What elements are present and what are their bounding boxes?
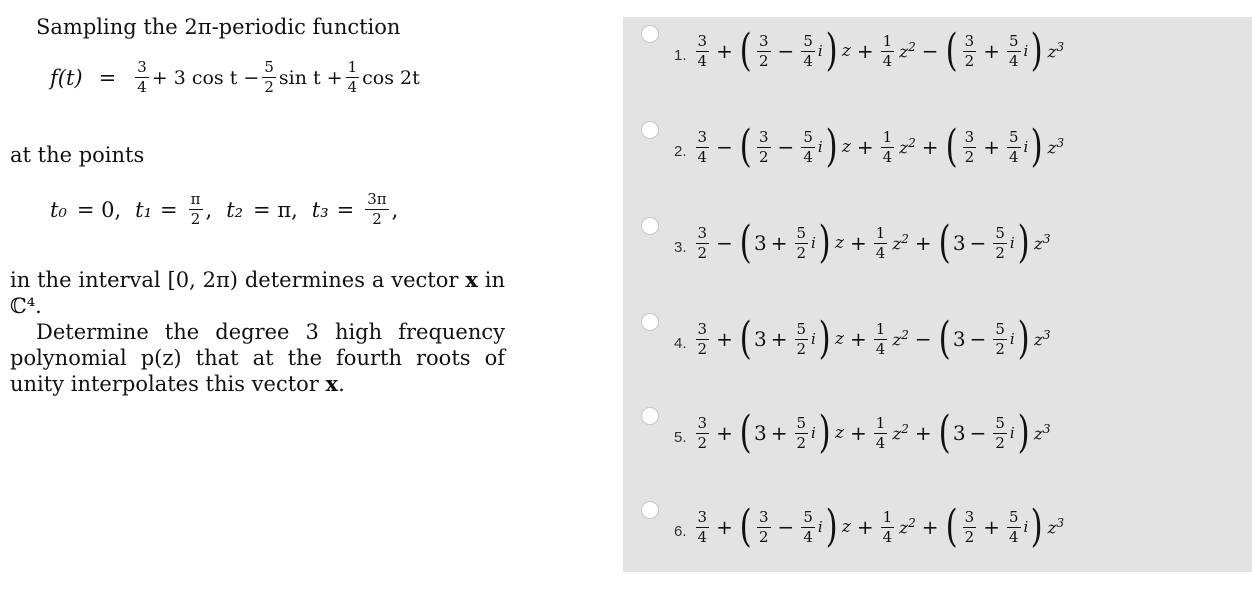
right-paren: )	[1017, 217, 1030, 268]
t2-value: = π,	[253, 197, 298, 222]
t0-label: t₀	[50, 197, 67, 222]
radio-button[interactable]	[641, 217, 659, 235]
sign-1: +	[716, 421, 733, 445]
left-paren: (	[945, 25, 958, 76]
paren-2-first-frac-num: 3	[964, 31, 975, 50]
right-paren: )	[825, 121, 838, 172]
left-paren: (	[945, 121, 958, 172]
z-base: z	[899, 42, 909, 63]
sign-3: −	[914, 327, 932, 351]
z2-coef-frac-den: 4	[882, 147, 893, 166]
t1-frac	[189, 192, 203, 227]
sign-1: −	[716, 231, 733, 255]
paren-2-first-frac-num: 3	[964, 507, 975, 526]
paren-2-second-frac-den: 4	[1008, 147, 1019, 166]
option-number: 4.	[674, 334, 687, 352]
paren-1-second-frac-den: 4	[803, 527, 813, 546]
option-expression	[693, 121, 1067, 172]
constant-frac-num: 3	[697, 223, 708, 242]
vector-x-1: x	[465, 267, 478, 292]
imag-unit: i	[811, 424, 816, 442]
t3-label: t₃	[311, 197, 329, 222]
z-var: z	[841, 517, 851, 537]
z2-coef-frac	[881, 31, 895, 70]
z2-coef-frac	[874, 413, 888, 452]
paren-1-first-frac	[757, 31, 771, 70]
z-cubed	[1048, 40, 1065, 63]
right-paren: )	[1017, 407, 1030, 458]
radio-button[interactable]	[641, 121, 659, 139]
z2-coef-frac	[874, 319, 888, 358]
constant-frac-num: 3	[697, 31, 708, 50]
paren-1-first-frac-num: 3	[759, 507, 769, 526]
paren-2-first-frac	[963, 507, 977, 546]
paren-group-1	[737, 313, 833, 364]
option-expression	[693, 217, 1053, 268]
paren-2-op: +	[983, 515, 1000, 539]
imag-unit: i	[1009, 424, 1015, 442]
left-paren: (	[739, 407, 752, 458]
paren-2-op: −	[969, 231, 987, 255]
constant-frac	[696, 127, 710, 166]
function-equation	[50, 60, 420, 95]
t1-label: t₁	[135, 197, 153, 222]
t0-value: = 0,	[76, 197, 122, 222]
paren-1-second-frac-num: 5	[796, 413, 807, 432]
paren-group-2	[936, 313, 1032, 364]
exp-2: 2	[901, 231, 909, 246]
answer-option-4[interactable]	[641, 309, 1053, 369]
left-paren: (	[938, 407, 951, 458]
paren-2-first-frac-num: 3	[964, 127, 975, 146]
paren-group-2	[943, 25, 1046, 76]
z2-coef-frac	[881, 507, 895, 546]
paren-2-second-frac	[993, 223, 1007, 262]
sign-2: +	[856, 39, 874, 63]
para-2-text: Determine the degree 3 high frequency polynomial p(z) that at the fourth roots of unity interpolates this vector	[10, 320, 505, 396]
sign-3: +	[914, 421, 932, 445]
z2-coef-frac-num: 1	[875, 223, 886, 242]
paren-1-op: +	[770, 327, 788, 351]
paren-2-second-frac-den: 4	[1008, 51, 1019, 70]
z-squared	[892, 328, 909, 351]
paren-2-first-frac-den: 2	[964, 527, 975, 546]
paren-1-op: +	[770, 421, 788, 445]
paren-1-second-frac	[795, 223, 809, 262]
z-cubed	[1034, 232, 1051, 255]
para-1	[10, 267, 505, 319]
z-base: z	[1047, 138, 1057, 159]
paren-2-second-frac-den: 4	[1008, 527, 1019, 546]
z-base: z	[1033, 330, 1043, 351]
sign-3: +	[914, 231, 932, 255]
paren-1-second-frac-den: 4	[803, 51, 813, 70]
paren-2-second-frac-num: 5	[1008, 127, 1019, 146]
z-var: z	[835, 233, 844, 253]
z-base: z	[1047, 518, 1057, 539]
constant-frac-den: 2	[697, 433, 708, 452]
imag-unit: i	[1009, 234, 1015, 252]
paren-2-op: −	[969, 327, 987, 351]
left-paren: (	[945, 501, 958, 552]
left-paren: (	[739, 313, 752, 364]
paren-2-first-frac-den: 2	[964, 147, 975, 166]
sign-1: +	[716, 327, 733, 351]
sign-2: +	[856, 515, 874, 539]
paren-2-first-frac-den: 2	[964, 51, 975, 70]
exp-2: 2	[901, 327, 909, 342]
paren-2-second-frac-num: 5	[995, 223, 1005, 242]
paren-1-first-frac-den: 2	[759, 527, 769, 546]
paren-2-first: 3	[952, 231, 966, 255]
right-paren: )	[818, 313, 831, 364]
exp-2: 2	[908, 39, 916, 54]
f-frac-2	[262, 60, 276, 95]
z2-coef-frac-den: 4	[875, 433, 886, 452]
paren-2-second-frac-den: 2	[995, 433, 1005, 452]
t3-frac	[365, 192, 388, 227]
constant-frac-den: 2	[697, 339, 708, 358]
paren-group-1	[737, 121, 840, 172]
para-1-text: in the interval [0, 2π) determines a vector	[10, 268, 459, 292]
z-squared	[899, 516, 916, 539]
constant-frac-num: 3	[697, 319, 708, 338]
paren-1-op: +	[770, 231, 788, 255]
option-number: 2.	[674, 142, 687, 160]
paren-1-second-frac	[801, 507, 815, 546]
z-var: z	[835, 423, 844, 443]
sign-3: −	[921, 39, 939, 63]
f-frac-1	[135, 60, 149, 95]
right-paren: )	[1030, 121, 1043, 172]
paren-1-first-frac-num: 3	[759, 31, 769, 50]
z-base: z	[1033, 234, 1043, 255]
radio-button[interactable]	[641, 313, 659, 331]
paren-1-first: 3	[754, 327, 767, 351]
exp-3: 3	[1042, 421, 1051, 436]
paren-group-1	[737, 217, 833, 268]
imag-unit: i	[1023, 138, 1029, 156]
answer-option-5[interactable]	[641, 403, 1053, 463]
option-expression	[693, 25, 1067, 76]
right-paren: )	[818, 407, 831, 458]
option-expression	[693, 313, 1053, 364]
z2-coef-frac	[874, 223, 888, 262]
paren-1-second-frac-den: 4	[803, 147, 813, 166]
paren-1-second-frac-num: 5	[803, 127, 813, 146]
constant-frac-den: 2	[697, 243, 708, 262]
paren-2-op: +	[983, 39, 1000, 63]
z2-coef-frac-den: 4	[882, 51, 893, 70]
t1-eq: =	[160, 197, 178, 222]
exp-3: 3	[1042, 231, 1051, 246]
f-frac-3-num: 1	[347, 58, 358, 76]
para-1-end: in ℂ⁴.	[10, 268, 505, 318]
z2-coef-frac-den: 4	[875, 339, 886, 358]
z-base: z	[892, 330, 902, 351]
imag-unit: i	[817, 42, 823, 60]
paren-group-1	[737, 501, 840, 552]
points-equation	[50, 192, 398, 227]
answer-option-3[interactable]	[641, 213, 1053, 273]
paren-group-2	[943, 121, 1046, 172]
z-squared	[892, 422, 909, 445]
right-paren: )	[1030, 501, 1043, 552]
exp-2: 2	[908, 135, 916, 150]
z-var: z	[841, 41, 851, 61]
z2-coef-frac-num: 1	[875, 319, 886, 338]
paren-1-op: −	[777, 515, 795, 539]
radio-button[interactable]	[641, 501, 659, 519]
paren-1-first: 3	[754, 231, 767, 255]
paren-2-op: +	[983, 135, 1000, 159]
paren-1-first-frac-den: 2	[759, 51, 769, 70]
imag-unit: i	[1023, 518, 1029, 536]
constant-frac	[696, 223, 710, 262]
right-paren: )	[818, 217, 831, 268]
z2-coef-frac-den: 4	[875, 243, 886, 262]
constant-frac-num: 3	[697, 413, 708, 432]
option-number: 6.	[674, 522, 687, 540]
z-var: z	[841, 137, 851, 157]
paren-1-second-frac-num: 5	[803, 507, 813, 526]
z2-coef-frac-num: 1	[882, 127, 893, 146]
right-paren: )	[825, 25, 838, 76]
paren-1-second-frac	[801, 31, 815, 70]
paren-2-first-frac	[963, 31, 977, 70]
constant-frac-num: 3	[697, 127, 708, 146]
z-base: z	[892, 424, 902, 445]
t3-comma: ,	[391, 197, 399, 222]
f-frac-1-den: 4	[137, 78, 147, 96]
paren-1-first-frac	[757, 127, 771, 166]
imag-unit: i	[1009, 330, 1015, 348]
z2-coef-frac-den: 4	[882, 527, 893, 546]
paren-2-second-frac-num: 5	[1008, 31, 1019, 50]
paren-2-second-frac	[993, 319, 1007, 358]
f-term-cos: + 3 cos t −	[151, 66, 260, 89]
z-base: z	[899, 138, 909, 159]
paren-1-first-frac-num: 3	[759, 127, 769, 146]
paren-1-second-frac-den: 2	[796, 243, 807, 262]
left-paren: (	[739, 25, 752, 76]
exp-2: 2	[908, 515, 916, 530]
option-number: 1.	[674, 46, 687, 64]
t1-frac-num: π	[190, 190, 201, 208]
paren-1-op: −	[777, 135, 795, 159]
paren-2-op: −	[969, 421, 987, 445]
constant-frac-den: 4	[697, 527, 708, 546]
constant-frac	[696, 319, 710, 358]
z-cubed	[1034, 328, 1051, 351]
paren-2-second-frac	[1007, 127, 1021, 166]
paren-2-first: 3	[952, 327, 966, 351]
paren-2-first-frac	[963, 127, 977, 166]
radio-button[interactable]	[641, 407, 659, 425]
paren-2-second-frac-num: 5	[995, 319, 1005, 338]
imag-unit: i	[817, 138, 823, 156]
paren-1-second-frac	[795, 413, 809, 452]
at-points-text: at the points	[10, 143, 145, 167]
constant-frac	[696, 507, 710, 546]
sign-3: +	[921, 515, 939, 539]
paren-1-second-frac-num: 5	[803, 31, 813, 50]
z-base: z	[1033, 424, 1043, 445]
answer-option-6[interactable]	[641, 497, 1066, 557]
sign-2: +	[850, 327, 867, 351]
exp-3: 3	[1056, 39, 1065, 54]
z-squared	[899, 40, 916, 63]
paren-group-1	[737, 407, 833, 458]
sign-2: +	[850, 421, 867, 445]
paren-1-second-frac	[795, 319, 809, 358]
z-cubed	[1048, 136, 1065, 159]
sign-3: +	[921, 135, 939, 159]
paren-1-second-frac-num: 5	[796, 223, 807, 242]
z2-coef-frac-num: 1	[875, 413, 886, 432]
option-expression	[693, 407, 1053, 458]
t1-comma: ,	[205, 197, 213, 222]
f-frac-3-den: 4	[347, 78, 358, 96]
paren-group-2	[943, 501, 1046, 552]
z-base: z	[1047, 42, 1057, 63]
constant-frac	[696, 413, 710, 452]
paren-1-second-frac	[801, 127, 815, 166]
paren-2-second-frac	[1007, 507, 1021, 546]
sign-1: −	[716, 135, 733, 159]
t3-frac-num: 3π	[367, 190, 387, 208]
imag-unit: i	[811, 330, 816, 348]
right-paren: )	[825, 501, 838, 552]
right-paren: )	[1030, 25, 1043, 76]
paren-1-first-frac	[757, 507, 771, 546]
constant-frac-den: 4	[697, 51, 708, 70]
imag-unit: i	[1023, 42, 1029, 60]
left-paren: (	[739, 501, 752, 552]
f-frac-1-num: 3	[137, 58, 147, 76]
f-term-cos2: cos 2t	[362, 66, 420, 89]
imag-unit: i	[811, 234, 816, 252]
option-number: 3.	[674, 238, 687, 256]
paren-2-second-frac	[993, 413, 1007, 452]
f-lhs: f(t)	[50, 65, 83, 90]
z-base: z	[899, 518, 909, 539]
left-paren: (	[739, 121, 752, 172]
vector-x-2: x	[325, 371, 339, 396]
option-expression	[693, 501, 1067, 552]
z-cubed	[1034, 422, 1051, 445]
paren-2-second-frac-num: 5	[1008, 507, 1019, 526]
f-term-sin: sin t +	[278, 66, 343, 89]
paren-2-second-frac-num: 5	[995, 413, 1005, 432]
z2-coef-frac-num: 1	[882, 31, 893, 50]
sign-1: +	[716, 39, 733, 63]
sign-1: +	[716, 515, 733, 539]
exp-3: 3	[1056, 515, 1065, 530]
paren-group-2	[936, 407, 1032, 458]
sign-2: +	[850, 231, 867, 255]
paren-2-second-frac-den: 2	[995, 243, 1005, 262]
paren-1-second-frac-num: 5	[796, 319, 807, 338]
paren-1-op: −	[777, 39, 795, 63]
radio-button[interactable]	[641, 25, 659, 43]
problem-paragraph	[10, 267, 505, 397]
z-squared	[899, 136, 916, 159]
z2-coef-frac-num: 1	[882, 507, 893, 526]
sign-2: +	[856, 135, 874, 159]
t3-frac-den: 2	[372, 210, 382, 228]
exp-3: 3	[1056, 135, 1065, 150]
t1-frac-den: 2	[190, 210, 201, 228]
paren-1-second-frac-den: 2	[796, 433, 807, 452]
paren-2-first: 3	[952, 421, 966, 445]
t3-eq: =	[336, 197, 355, 222]
exp-2: 2	[901, 421, 909, 436]
answer-option-1[interactable]	[641, 21, 1066, 81]
paren-1-second-frac-den: 2	[796, 339, 807, 358]
f-eq: =	[98, 65, 117, 90]
z-var: z	[835, 329, 844, 349]
paren-2-second-frac-den: 2	[995, 339, 1005, 358]
t2-label: t₂	[226, 197, 244, 222]
z2-coef-frac	[881, 127, 895, 166]
constant-frac-num: 3	[697, 507, 708, 526]
left-paren: (	[938, 217, 951, 268]
answer-panel	[623, 17, 1252, 572]
left-paren: (	[938, 313, 951, 364]
f-frac-3	[346, 60, 360, 95]
left-paren: (	[739, 217, 752, 268]
paren-group-1	[737, 25, 840, 76]
para-2	[10, 319, 505, 397]
exp-3: 3	[1042, 327, 1051, 342]
imag-unit: i	[817, 518, 823, 536]
z-base: z	[892, 234, 902, 255]
option-number: 5.	[674, 428, 687, 446]
constant-frac	[696, 31, 710, 70]
para-2-end: .	[338, 372, 345, 396]
paren-1-first: 3	[754, 421, 767, 445]
z-squared	[892, 232, 909, 255]
intro-text: Sampling the 2π-periodic function	[36, 15, 401, 39]
paren-group-2	[936, 217, 1032, 268]
f-frac-2-num: 5	[264, 58, 274, 76]
z-cubed	[1048, 516, 1065, 539]
paren-2-second-frac	[1007, 31, 1021, 70]
f-frac-2-den: 2	[264, 78, 274, 96]
answer-option-2[interactable]	[641, 117, 1066, 177]
right-paren: )	[1017, 313, 1030, 364]
paren-1-first-frac-den: 2	[759, 147, 769, 166]
constant-frac-den: 4	[697, 147, 708, 166]
